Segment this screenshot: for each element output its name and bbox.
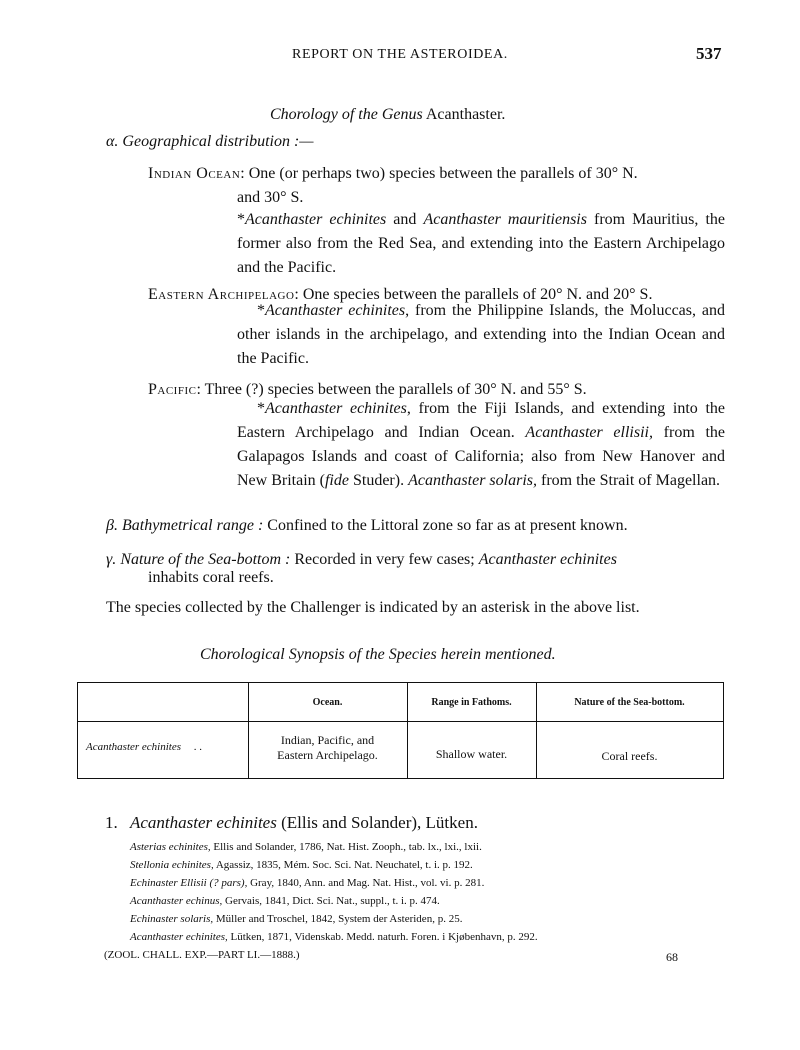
footer-signature: (ZOOL. CHALL. EXP.—PART LI.—1888.) [104,949,300,961]
asterisk: * [237,211,245,228]
table-cell-bottom: Coral reefs. [601,749,658,763]
synonymy-entry [130,913,462,925]
synonym-citation: Müller and Troschel, 1842, System der Asteriden, p. 25. [213,913,463,925]
table-divider [78,721,723,722]
synonym-citation: Gervais, 1841, Dict. Sci. Nat., suppl., t. i. p. 474. [222,895,440,907]
species-name: Acanthaster mauritiensis [423,211,587,228]
table-leader-dots: . . [193,741,203,753]
synonym-name: Stellonia echinites, [130,859,214,871]
bathy-heading: Bathymetrical range : [121,517,264,534]
fide-word: fide [324,472,349,489]
pacific-label: Pacific [148,381,197,398]
page-number: 537 [696,44,722,63]
bathy-text: Confined to the Littoral zone so far as at present known. [263,517,628,534]
bathymetrical-range [106,514,628,538]
synonym-citation: Lütken, 1871, Videnskab. Medd. naturh. Foren. i Kjøbenhavn, p. 292. [227,931,538,943]
challenger-note: The species collected by the Challenger is indicated by an asterisk in the above list. [106,599,640,616]
bathy-marker: β. [106,517,118,534]
conjunction: and [386,211,424,228]
eastern-archipelago-species [237,299,725,371]
table-cell-range: Shallow water. [435,747,508,761]
column-header-ocean: Ocean. [312,697,343,708]
synopsis-title: Chorological Synopsis of the Species herein mentioned. [200,646,556,663]
ocean-line1: Indian, Pacific, and [280,733,375,747]
synopsis-table [77,682,724,779]
indian-ocean-text: : One (or perhaps two) species between the parallels of 30° N. [240,165,638,182]
running-head: REPORT ON THE ASTEROIDEA. [292,47,508,62]
synonym-citation: Ellis and Solander, 1786, Nat. Hist. Zooph., tab. lx., lxi., lxii. [210,841,482,853]
table-cell-species [86,741,202,753]
indian-species-rest: from Mauritius, the former also from the Red Sea, and extending into the Eastern Archipelago and the Pacific. [237,211,726,276]
synonym-name: Acanthaster echinus, [130,895,223,907]
pacific-rest-d: from the Strait of Magellan. [536,472,721,489]
synonymy-entry [130,877,484,889]
table-cell-ocean [250,733,405,763]
pacific-text: : Three (?) species between the parallels of 30° N. and 55° S. [196,381,587,398]
sea-bottom-nature-line2: inhabits coral reefs. [148,569,274,586]
ocean-line2: Eastern Archipelago. [277,748,378,762]
nature-marker: γ. [106,551,117,568]
synonymy-entry [130,895,440,907]
synonym-citation: Agassiz, 1835, Mém. Soc. Sci. Nat. Neuchatel, t. i. p. 192. [213,859,473,871]
indian-ocean-line [148,162,638,186]
nature-heading: Nature of the Sea-bottom : [120,551,291,568]
synonymy-entry [130,931,538,943]
species-number: 1. [105,813,118,832]
indian-ocean-species [237,208,725,280]
species-name: Acanthaster echinites [265,400,407,417]
pacific-rest-b: from the Galapagos Islands and coast of California; also from New Hanover and New Britain ( [237,424,725,489]
species-authority: (Ellis and Solander), Lütken. [276,813,478,832]
nature-text: Recorded in very few cases; [290,551,479,568]
species-heading-name: Acanthaster echinites [130,813,277,832]
geo-marker: α. [106,133,119,150]
indian-ocean-line2: and 30° S. [237,189,304,206]
species-name: Acanthaster solaris, [408,472,537,489]
chorology-title-genus: Acanthaster. [425,106,506,123]
geo-heading [106,133,314,151]
pacific-rest-c: Studer). [348,472,409,489]
eastern-archipelago-label: Eastern Archipelago [148,286,295,303]
species-name: Acanthaster echinites [478,551,617,568]
species-heading [105,813,478,833]
synonym-name: Acanthaster echinites, [130,931,228,943]
eastern-species-rest: , from the Philippine Islands, the Moluccas, and other islands in the archipelago, and extending into the Indian Ocean and the Pacific. [237,302,726,367]
pacific-species [237,397,725,493]
species-name: Acanthaster ellisii, [525,424,653,441]
geo-heading-text: Geographical distribution :— [122,133,314,150]
chorology-title [270,106,505,124]
species-name: Acanthaster echinites [265,302,406,319]
species-name: Acanthaster echinites [245,211,387,228]
footer-sheet-number: 68 [666,950,678,964]
indian-ocean-label: Indian Ocean [148,165,241,182]
table-species-name: Acanthaster echinites [86,741,182,753]
column-header-bottom: Nature of the Sea-bottom. [574,697,685,708]
asterisk: * [257,302,265,319]
column-header-range: Range in Fathoms. [431,697,512,708]
synonym-name: Echinaster solaris, [130,913,214,925]
synonym-name: Asterias echinites, [130,841,211,853]
synonym-citation: Gray, 1840, Ann. and Mag. Nat. Hist., vol. vi. p. 281. [247,877,485,889]
synonymy-entry [130,841,482,853]
synonym-name: Echinaster Ellisii (? pars), [130,877,248,889]
pacific-rest-a: , from the Fiji Islands, and extending into the Eastern Archipelago and Indian Ocean. [237,400,726,441]
eastern-archipelago-text: : One species between the parallels of 20° N. and 20° S. [294,286,653,303]
chorology-title-italic: Chorology of the Genus [270,106,423,123]
synonymy-entry [130,859,473,871]
asterisk: * [257,400,265,417]
